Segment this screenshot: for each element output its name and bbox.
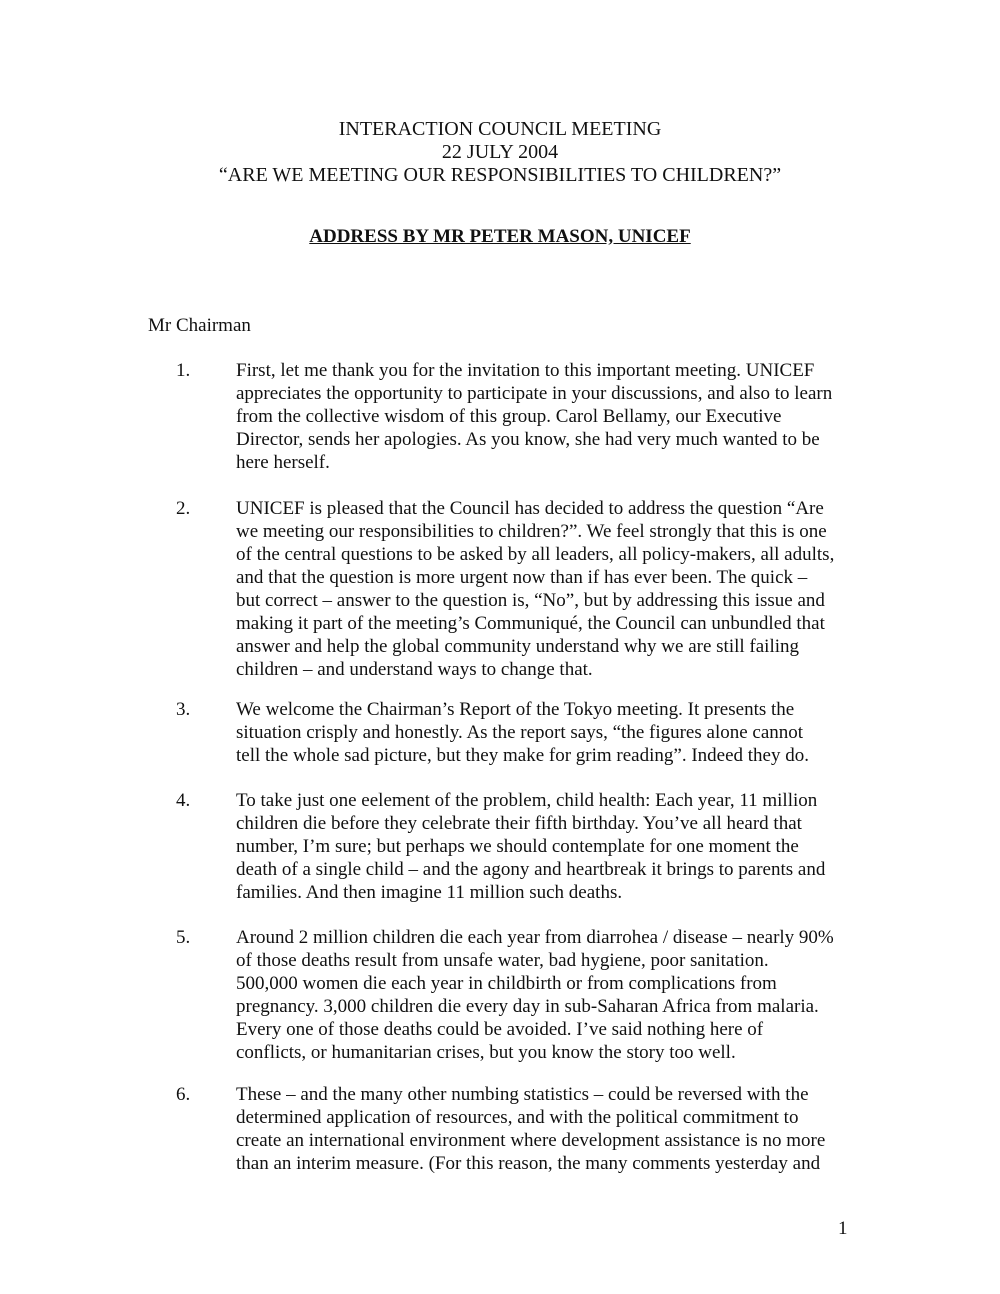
paragraph-text <box>236 926 866 1064</box>
address-subtitle: ADDRESS BY MR PETER MASON, UNICEF <box>309 226 691 247</box>
paragraph-line: of those deaths result from unsafe water, bad hygiene, poor sanitation. <box>236 950 769 971</box>
paragraph-number: 4. <box>176 790 191 811</box>
paragraph-line: appreciates the opportunity to participate in your discussions, and also to learn <box>236 383 833 404</box>
paragraph-line: tell the whole sad picture, but they make for grim reading”. Indeed they do. <box>236 745 809 766</box>
paragraph-text <box>236 698 866 767</box>
paragraph-line: First, let me thank you for the invitation to this important meeting. UNICEF <box>236 360 815 381</box>
paragraph-text <box>236 789 866 904</box>
paragraph-line: Around 2 million children die each year from diarrohea / disease – nearly 90% <box>236 927 834 948</box>
paragraph-line: here herself. <box>236 452 330 473</box>
paragraph-line: These – and the many other numbing statistics – could be reversed with the <box>236 1084 809 1105</box>
paragraph-line: number, I’m sure; but perhaps we should contemplate for one moment the <box>236 836 799 857</box>
paragraph-text <box>236 497 866 681</box>
paragraph-line: than an interim measure. (For this reason, the many comments yesterday and <box>236 1153 821 1174</box>
paragraph-text <box>236 359 866 474</box>
paragraph-number: 5. <box>176 927 191 948</box>
paragraph-line: of the central questions to be asked by all leaders, all policy-makers, all adults, <box>236 544 835 565</box>
header-title: INTERACTION COUNCIL MEETING <box>338 118 662 140</box>
paragraph-line: children die before they celebrate their fifth birthday. You’ve all heard that <box>236 813 802 834</box>
paragraph-number: 2. <box>176 498 191 519</box>
paragraph-line: UNICEF is pleased that the Council has decided to address the question “Are <box>236 498 824 519</box>
paragraph-line: and that the question is more urgent now than if has ever been. The quick – <box>236 567 808 588</box>
paragraph-number: 6. <box>176 1084 191 1105</box>
paragraph-line: from the collective wisdom of this group. Carol Bellamy, our Executive <box>236 406 782 427</box>
paragraph-line: we meeting our responsibilities to children?”. We feel strongly that this is one <box>236 521 827 542</box>
paragraph-line: death of a single child – and the agony and heartbreak it brings to parents and <box>236 859 826 880</box>
salutation: Mr Chairman <box>148 315 251 336</box>
paragraph-line: We welcome the Chairman’s Report of the Tokyo meeting. It presents the <box>236 699 795 720</box>
paragraph-line: Director, sends her apologies. As you know, she had very much wanted to be <box>236 429 820 450</box>
document-header <box>0 118 1000 187</box>
paragraph-line: making it part of the meeting’s Communiqué, the Council can unbundled that <box>236 613 825 634</box>
paragraph-line: 500,000 women die each year in childbirth or from complications from <box>236 973 777 994</box>
paragraph-line: families. And then imagine 11 million such deaths. <box>236 882 623 903</box>
paragraph-number: 1. <box>176 360 191 381</box>
paragraph-line: determined application of resources, and with the political commitment to <box>236 1107 799 1128</box>
header-question: “ARE WE MEETING OUR RESPONSIBILITIES TO CHILDREN?” <box>218 164 782 186</box>
paragraph-line: children – and understand ways to change that. <box>236 659 593 680</box>
paragraph-number: 3. <box>176 699 191 720</box>
paragraph-text <box>236 1083 866 1175</box>
paragraph-line: answer and help the global community understand why we are still failing <box>236 636 799 657</box>
paragraph-line: conflicts, or humanitarian crises, but you know the story too well. <box>236 1042 736 1063</box>
header-date: 22 JULY 2004 <box>441 141 559 163</box>
paragraph-line: To take just one eelement of the problem, child health: Each year, 11 million <box>236 790 818 811</box>
paragraph-line: Every one of those deaths could be avoided. I’ve said nothing here of <box>236 1019 764 1040</box>
paragraph-line: pregnancy. 3,000 children die every day in sub-Saharan Africa from malaria. <box>236 996 819 1017</box>
paragraph-line: but correct – answer to the question is, “No”, but by addressing this issue and <box>236 590 825 611</box>
paragraph-line: situation crisply and honestly. As the report says, “the figures alone cannot <box>236 722 804 743</box>
paragraph-line: create an international environment where development assistance is no more <box>236 1130 826 1151</box>
page-number: 1 <box>838 1218 848 1239</box>
